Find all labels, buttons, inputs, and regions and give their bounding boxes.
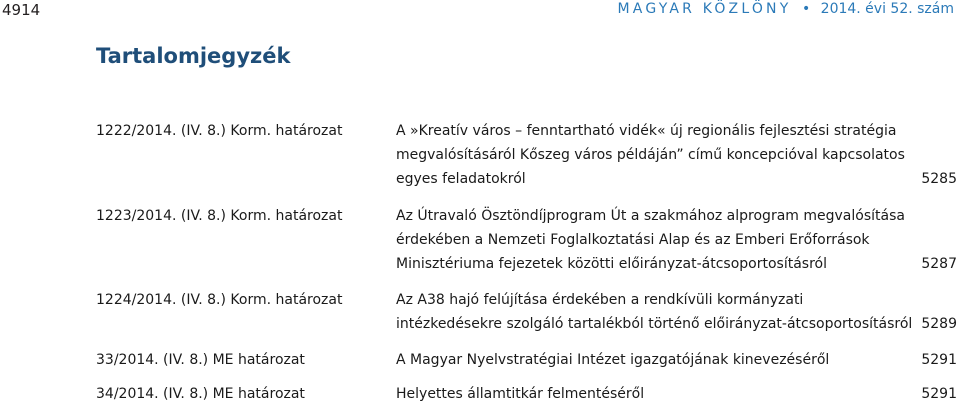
toc-entry-line: Az Útravaló Ösztöndíjprogram Út a szakmához alprogram megvalósítása <box>396 208 905 224</box>
journal-name: MAGYAR KÖZLÖNY <box>617 1 792 17</box>
toc-entry-line: A Magyar Nyelvstratégiai Intézet igazgatójának kinevezéséről <box>396 352 830 368</box>
toc-entry <box>96 382 957 406</box>
toc-entry-reference: 34/2014. (IV. 8.) ME határozat <box>96 386 305 402</box>
toc-entry-page: 5287 <box>921 256 957 272</box>
toc-entry-description <box>396 288 913 336</box>
toc-entry-line: Helyettes államtitkár felmentéséről <box>396 386 645 402</box>
toc-entry-line: A »Kreatív város – fenntartható vidék« új regionális fejlesztési stratégia <box>396 123 897 139</box>
toc-entry-reference: 1224/2014. (IV. 8.) Korm. határozat <box>96 292 343 308</box>
toc-entry-description <box>396 119 905 191</box>
issue-label: 2014. évi 52. szám <box>820 1 954 17</box>
toc-entry-line: Minisztériuma fejezetek közötti előirányzat-átcsoportosításról <box>396 256 827 272</box>
toc-entry-line: megvalósításáról Kőszeg város példáján” című koncepcióval kapcsolatos <box>396 147 905 163</box>
toc-entry-reference: 1223/2014. (IV. 8.) Korm. határozat <box>96 208 343 224</box>
toc-entry-reference: 1222/2014. (IV. 8.) Korm. határozat <box>96 123 343 139</box>
toc-entry-reference: 33/2014. (IV. 8.) ME határozat <box>96 352 305 368</box>
toc-title: Tartalomjegyzék <box>96 44 291 68</box>
toc-entry-description <box>396 382 896 406</box>
journal-header <box>618 1 954 17</box>
toc-entry-page: 5291 <box>921 386 957 402</box>
toc-entry-line: egyes feladatokról <box>396 171 526 187</box>
toc-entry-page: 5289 <box>921 316 957 332</box>
toc-entry-line: Az A38 hajó felújítása érdekében a rendkívüli kormányzati <box>396 292 804 308</box>
toc-entry <box>96 348 957 372</box>
toc-entry-description <box>396 348 896 372</box>
toc-entry-page: 5285 <box>921 171 957 187</box>
toc-entry-page: 5291 <box>921 352 957 368</box>
header-separator: • <box>801 1 811 17</box>
toc-entry-description <box>396 204 905 276</box>
toc-entry <box>96 288 957 336</box>
toc-entry <box>96 204 957 276</box>
toc-entry-line: intézkedésekre szolgáló tartalékból történő előirányzat-átcsoportosításról <box>396 316 913 332</box>
page-number: 4914 <box>2 1 41 19</box>
toc-entry-line: érdekében a Nemzeti Foglalkoztatási Alap és az Emberi Erőforrások <box>396 232 870 248</box>
toc-entry <box>96 119 957 191</box>
